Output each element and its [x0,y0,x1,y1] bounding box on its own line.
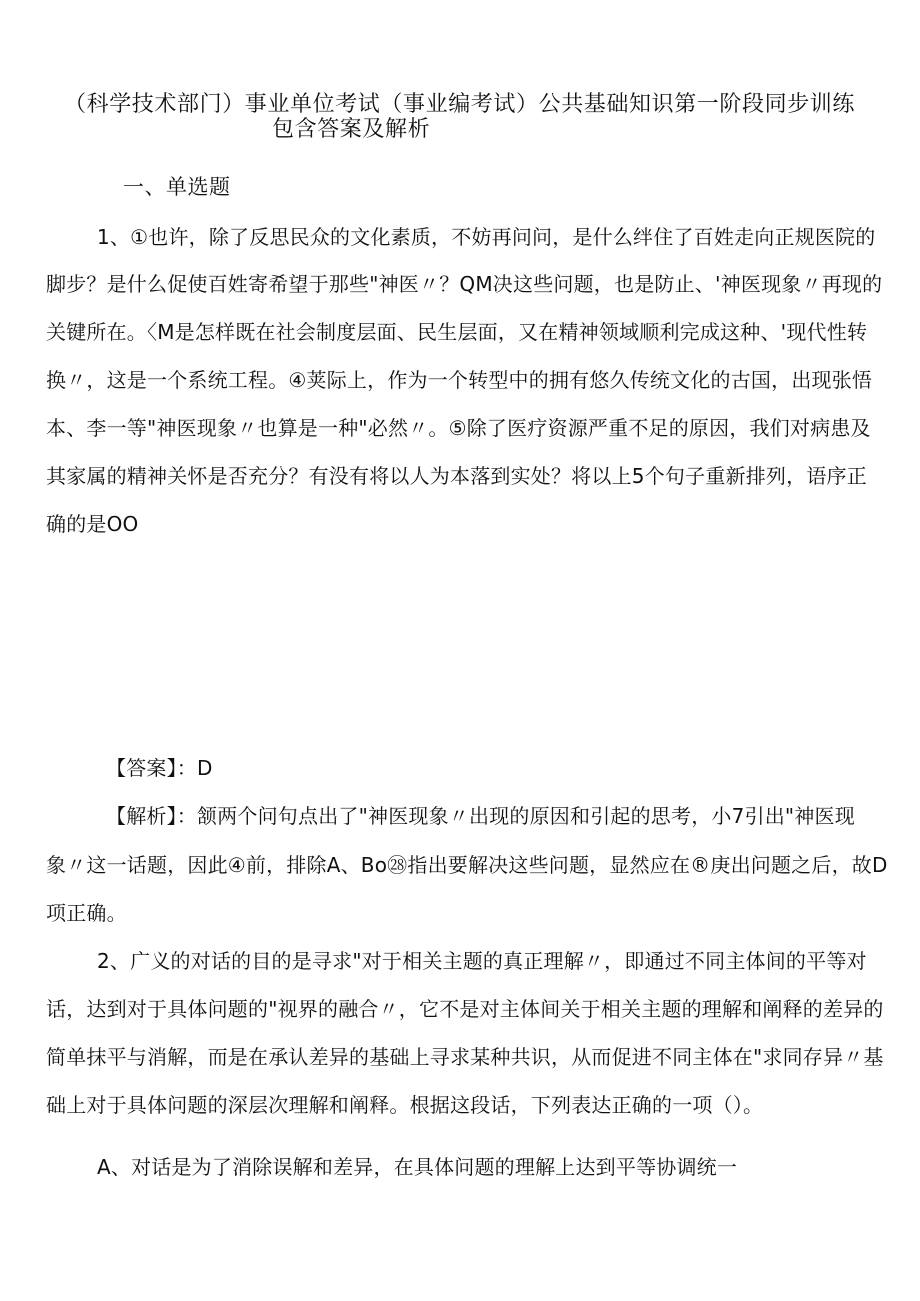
document-title-line-2: 包含答案及解析 [272,117,431,142]
question-1-line: 脚步？是什么促使百姓寄希望于那些"神医〃？QM决这些问题，也是防止、'神医现象〃再现的 [46,272,883,296]
question-1-line: 确的是OO [46,512,139,536]
document-title-line-1: （科学技术部门）事业单位考试（事业编考试）公共基础知识第一阶段同步训练 [64,92,856,117]
section-heading: 一、单选题 [123,175,231,199]
question-2-line: 话，达到对于具体问题的"视界的融合〃，它不是对主体间关于相关主题的理解和阐释的差异的 [46,997,884,1021]
question-2-line: 础上对于具体问题的深层次理解和阐释。根据这段话，下列表达正确的一项（）。 [46,1093,764,1117]
analysis-line: 项正确。 [46,901,127,925]
analysis-line: 【解析】：颔两个问句点出了"神医现象〃出现的原因和引起的思考，小7引出"神医现 [106,804,855,828]
question-1-line: 1、①也许，除了反思民众的文化素质，不妨再问问，是什么绊住了百姓走向正规医院的 [97,225,876,249]
analysis-line: 象〃这一话题，因此④前，排除A、Bo㉘指出要解决这些问题，显然应在®庚出问题之后，故D [46,853,888,877]
answer-label: 【答案】：D [106,756,213,780]
question-2-line: 2、广义的对话的目的是寻求"对于相关主题的真正理解〃，即通过不同主体间的平等对 [97,949,867,973]
question-1-line: 本、李一等"神医现象〃也算是一种"必然〃。⑤除了医疗资源严重不足的原因，我们对病患及 [46,416,871,440]
question-1-line: 换〃，这是一个系统工程。④荚际上，作为一个转型中的拥有悠久传统文化的古国，出现张悟 [46,368,873,392]
question-1-line: 其家属的精神关怀是否充分？有没有将以人为本落到实处？将以上5个句子重新排列，语序正 [46,464,867,488]
question-2-option-a: A、对话是为了消除误解和差异，在具体问题的理解上达到平等协调统一 [97,1155,738,1179]
question-2-line: 简单抹平与消解，而是在承认差异的基础上寻求某种共识，从而促进不同主体在"求同存异〃基 [46,1045,884,1069]
question-1-line: 关键所在。〈M是怎样既在社会制度层面、民生层面，又在精神领域顺利完成这种、'现代性转 [46,320,868,344]
